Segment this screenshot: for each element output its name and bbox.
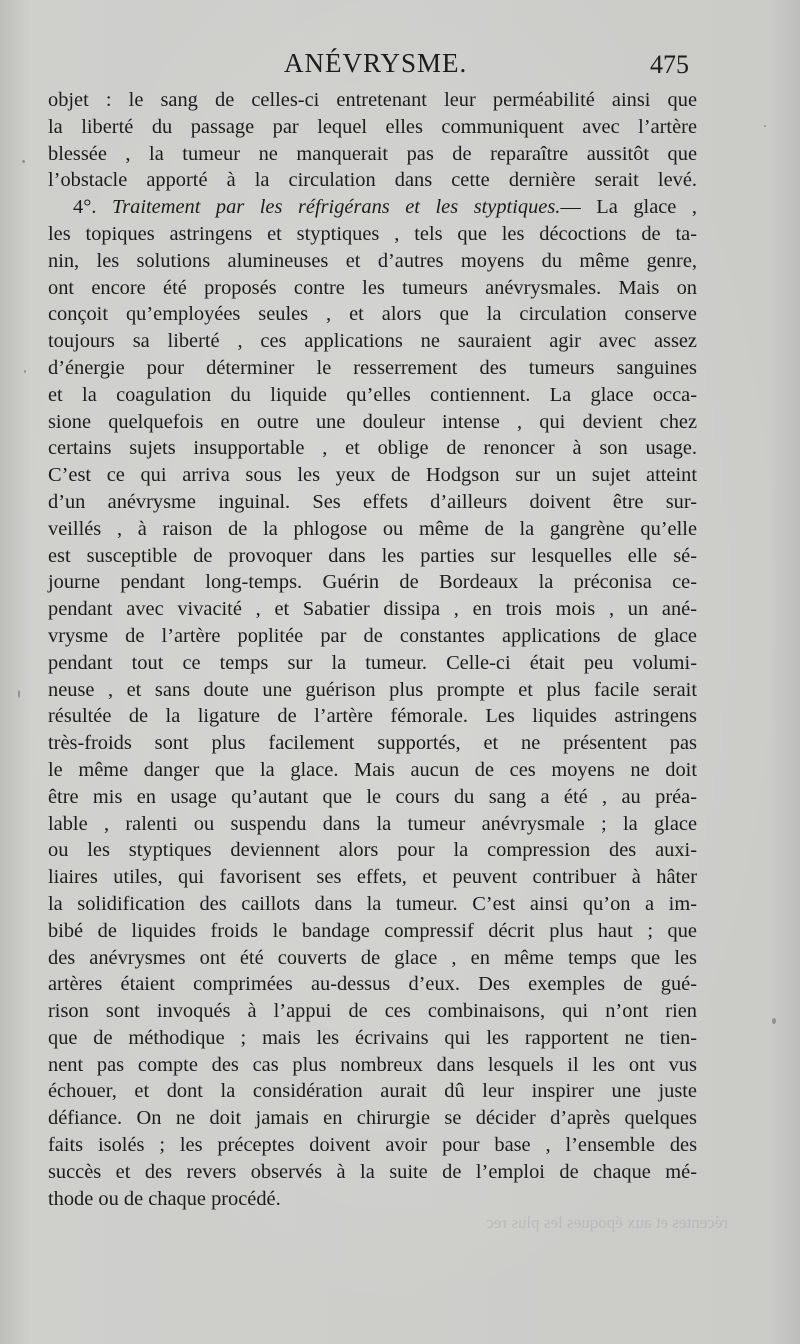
- text-line: toujours sa liberté , ces applications ne sauraient agir avec assez: [48, 330, 697, 353]
- text-line: les topiques astringens et styptiques , tels que les décoctions de ta-: [48, 222, 697, 245]
- text-line: veillés , à raison de la phlogose ou même de la gangrène qu’elle: [48, 517, 697, 540]
- text-line: vrysme de l’artère poplitée par de constantes applications de glace: [48, 624, 697, 647]
- section-title: Traitement par les réfrigérans et les styptiques.: [112, 196, 561, 219]
- running-head: [0, 48, 800, 82]
- paper-speck: [772, 1018, 776, 1024]
- text-line: artères étaient comprimées au-dessus d’eux. Des exemples de gué-: [48, 973, 697, 996]
- text-line: d’un anévrysme inguinal. Ses effets d’ailleurs doivent être sur-: [48, 490, 697, 513]
- text-line: pendant tout ce temps sur la tumeur. Celle-ci était peu volumi-: [48, 651, 697, 674]
- text-line: certains sujets insupportable , et oblige de renoncer à son usage.: [48, 437, 697, 460]
- text-line-last: thode ou de chaque procédé.: [48, 1187, 281, 1210]
- text-line: faits isolés ; les préceptes doivent avoir pour base , l’ensemble des: [48, 1134, 697, 1157]
- text-line: d’énergie pour déterminer le resserrement des tumeurs sanguines: [48, 356, 697, 379]
- section-first-line-rest: — La glace ,: [560, 196, 697, 219]
- paper-speck: [24, 370, 26, 373]
- text-line: liaires utiles, qui favorisent ses effets, et peuvent contribuer à hâter: [48, 866, 697, 889]
- text-line: l’obstacle apporté à la circulation dans cette dernière serait levé.: [48, 169, 697, 192]
- text-line: défiance. On ne doit jamais en chirurgie se décider d’après quelques: [48, 1107, 697, 1130]
- paper-speck: [18, 690, 20, 698]
- text-line: et la coagulation du liquide qu’elles contiennent. La glace occa-: [48, 383, 697, 406]
- text-line: nent pas compte des cas plus nombreux dans lesquels il les ont vus: [48, 1053, 697, 1076]
- paper-speck: [764, 125, 766, 127]
- running-title: ANÉVRYSME.: [284, 48, 468, 78]
- text-line: très-froids sont plus facilement supportés, et ne présentent pas: [48, 732, 697, 755]
- text-line: des anévrysmes ont été couverts de glace , en même temps que les: [48, 946, 697, 969]
- text-line: blessée , la tumeur ne manquerait pas de reparaître aussitôt que: [48, 142, 697, 165]
- text-line: est susceptible de provoquer dans les parties sur lesquelles elle sé-: [48, 544, 697, 567]
- text-line: le même danger que la glace. Mais aucun de ces moyens ne doit: [48, 758, 697, 781]
- paper-speck: [22, 160, 25, 163]
- text-line: rison sont invoqués à l’appui de ces combinaisons, qui n’ont rien: [48, 1000, 697, 1023]
- text-line: être mis en usage qu’autant que le cours du sang a été , au préa-: [48, 785, 697, 808]
- page-number: 475: [650, 50, 689, 79]
- text-line: bibé de liquides froids le bandage compressif décrit plus haut ; que: [48, 919, 697, 942]
- body-text: [48, 87, 697, 1212]
- text-line: ont encore été proposés contre les tumeurs anévrysmales. Mais on: [48, 276, 697, 299]
- text-line: échouer, et dont la considération aurait dû leur inspirer une juste: [48, 1080, 697, 1103]
- text-line: objet : le sang de celles-ci entretenant leur perméabilité ainsi que: [48, 89, 697, 111]
- text-line: pendant avec vivacité , et Sabatier dissipa , en trois mois , un ané-: [48, 598, 697, 621]
- text-line: la liberté du passage par lequel elles communiquent avec l’artère: [48, 115, 697, 138]
- text-line: que de méthodique ; mais les écrivains qui les rapportent ne tien-: [48, 1026, 697, 1049]
- text-line: résultée de la ligature de l’artère fémorale. Les liquides astringens: [48, 705, 697, 728]
- section-heading-line: [48, 194, 697, 221]
- text-line: nin, les solutions alumineuses et d’autres moyens du même genre,: [48, 249, 697, 272]
- text-line: neuse , et sans doute une guérison plus prompte et plus facile serait: [48, 678, 697, 701]
- section-number: 4°.: [73, 196, 97, 219]
- text-line: la solidification des caillots dans la tumeur. C’est ainsi qu’on a im-: [48, 892, 697, 915]
- text-line: succès et des revers observés à la suite de l’emploi de chaque mé-: [48, 1160, 697, 1183]
- text-line: lable , ralenti ou suspendu dans la tumeur anévrysmale ; la glace: [48, 812, 697, 835]
- text-line: sione quelquefois en outre une douleur intense , qui devient chez: [48, 410, 697, 433]
- text-line: C’est ce qui arriva sous les yeux de Hodgson sur un sujet atteint: [48, 464, 697, 487]
- show-through-text: récentes et aux époques les plus rec: [486, 1213, 728, 1232]
- text-line: journe pendant long-temps. Guérin de Bordeaux la préconisa ce-: [48, 571, 697, 594]
- text-line: ou les styptiques deviennent alors pour la compression des auxi-: [48, 839, 697, 862]
- text-line: conçoit qu’employées seules , et alors que la circulation conserve: [48, 303, 697, 326]
